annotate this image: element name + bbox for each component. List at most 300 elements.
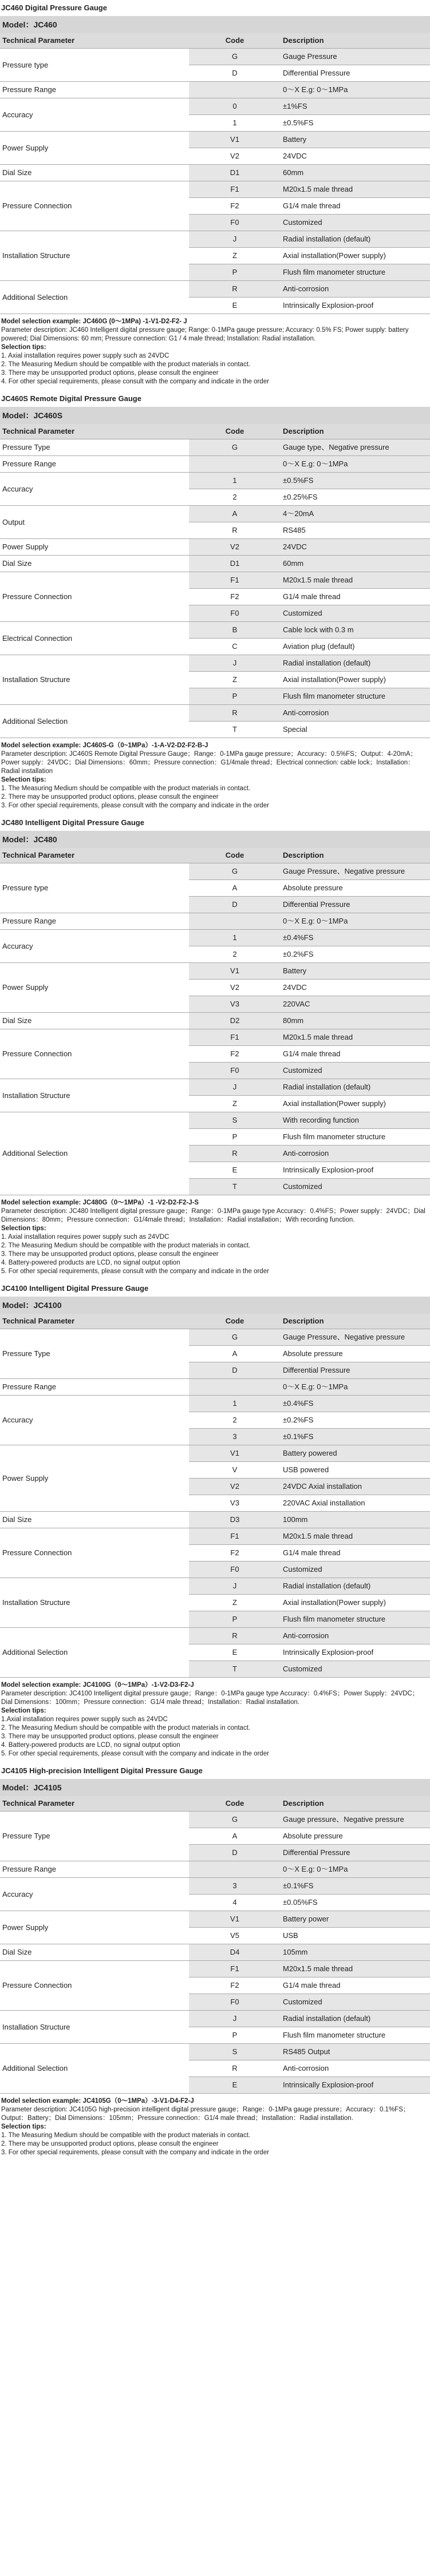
option-code	[189, 913, 281, 930]
option-description: Special	[281, 722, 430, 738]
option-description: Battery power	[281, 1911, 430, 1928]
model-header: Model：JC460	[0, 16, 430, 33]
spec-table	[0, 424, 430, 738]
parameter-label: Dial Size	[0, 1013, 189, 1029]
column-header-code: Code	[189, 848, 281, 863]
section-title: JC4100 Intelligent Digital Pressure Gauge	[1, 1284, 149, 1293]
option-code: A	[189, 506, 281, 522]
option-code: V2	[189, 148, 281, 165]
option-description: Anti-corrosion	[281, 2060, 430, 2077]
option-code: R	[189, 1146, 281, 1162]
option-description: Customized	[281, 1063, 430, 1079]
parameter-label: Additional Selection	[0, 1112, 189, 1195]
option-code: 1	[189, 473, 281, 489]
parameter-label: Pressure Connection	[0, 181, 189, 231]
parameter-label: Additional Selection	[0, 281, 189, 314]
option-description: 4～20mA	[281, 506, 430, 522]
option-code: F2	[189, 1977, 281, 1994]
option-code	[189, 1379, 281, 1396]
parameter-label: Pressure Connection	[0, 1528, 189, 1578]
tip-item: 2. There may be unsupported product options, please consult the engineer	[1, 794, 219, 800]
option-description: Anti-corrosion	[281, 705, 430, 722]
option-description: G1/4 male thread	[281, 1046, 430, 1063]
tip-item: 5. For other special requirements, please consult with the company and indicate in the order	[1, 1750, 269, 1757]
parameter-label: Additional Selection	[0, 1628, 189, 1678]
option-description: M20x1.5 male thread	[281, 572, 430, 589]
tips-title: Selection tips:	[1, 776, 46, 783]
parameter-label: Installation Structure	[0, 1578, 189, 1628]
option-code: F2	[189, 198, 281, 215]
option-code: V3	[189, 996, 281, 1013]
option-description: 80mm	[281, 1013, 430, 1029]
option-description: Intrinsically Explosion-proof	[281, 298, 430, 314]
tip-item: 2. The Measuring Medium should be compatible with the product materials in contact.	[1, 1242, 251, 1249]
option-description: Intrinsically Explosion-proof	[281, 2077, 430, 2094]
tips-title: Selection tips:	[1, 1707, 46, 1714]
option-description: M20x1.5 male thread	[281, 1961, 430, 1977]
option-code: 4	[189, 1895, 281, 1911]
option-code: F1	[189, 181, 281, 198]
option-code: R	[189, 522, 281, 539]
option-description: Flush film manometer structure	[281, 1129, 430, 1146]
option-description: Intrinsically Explosion-proof	[281, 1162, 430, 1179]
option-description: M20x1.5 male thread	[281, 1528, 430, 1545]
section-title: JC480 Intelligent Digital Pressure Gauge	[1, 818, 144, 827]
option-code	[189, 1861, 281, 1878]
tip-item: 3. For other special requirements, please consult with the company and indicate in the order	[1, 2149, 269, 2156]
option-code: T	[189, 722, 281, 738]
parameter-label: Pressure type	[0, 863, 189, 913]
option-code: J	[189, 231, 281, 248]
section-title: JC460 Digital Pressure Gauge	[1, 3, 107, 12]
parameter-description: Parameter description: JC460S Remote Digital Pressure Gauge；Range：0-1MPa gauge pressure；Accuracy：0.5%FS；Output：4-20mA；Power supply：24VDC；Dial Dimensions：60mm；Pressure connection：G1/4male thread；Electrical connection: cable lock；Installation：Radial installation	[1, 751, 417, 775]
option-description: Radial installation (default)	[281, 1578, 430, 1595]
parameter-label: Pressure Range	[0, 913, 189, 930]
product-section	[0, 391, 430, 815]
spec-table	[0, 848, 430, 1195]
parameter-label: Accuracy	[0, 98, 189, 132]
option-description: Radial installation (default)	[281, 231, 430, 248]
parameter-label: Pressure Type	[0, 439, 189, 456]
option-code: P	[189, 2027, 281, 2044]
option-description: ±0.2%FS	[281, 946, 430, 963]
column-header-description: Description	[281, 424, 430, 439]
option-description: ±0.5%FS	[281, 473, 430, 489]
option-description: Differential Pressure	[281, 1362, 430, 1379]
option-description: Axial installation(Power supply)	[281, 672, 430, 688]
parameter-label: Dial Size	[0, 556, 189, 572]
option-description: USB	[281, 1928, 430, 1944]
parameter-label: Pressure Range	[0, 456, 189, 473]
option-description: Cable lock with 0.3 m	[281, 622, 430, 639]
parameter-label: Pressure Connection	[0, 572, 189, 622]
option-code: Z	[189, 1595, 281, 1611]
option-code: D2	[189, 1013, 281, 1029]
option-code: G	[189, 1329, 281, 1346]
option-description: Customized	[281, 1179, 430, 1195]
option-description: Radial installation (default)	[281, 1079, 430, 1096]
option-description: 0～X E.g: 0～1MPa	[281, 1861, 430, 1878]
option-description: Flush film manometer structure	[281, 688, 430, 705]
parameter-label: Pressure Range	[0, 1861, 189, 1878]
column-header-description: Description	[281, 848, 430, 863]
option-description: 24VDC	[281, 980, 430, 996]
parameter-label: Installation Structure	[0, 2011, 189, 2044]
option-description: Differential Pressure	[281, 897, 430, 913]
option-description: Aviation plug (default)	[281, 639, 430, 655]
option-description: RS485	[281, 522, 430, 539]
option-description: 24VDC	[281, 539, 430, 556]
selection-example: Model selection example: JC4100G（0～1MPa）-1-V2-D3-F2-J	[1, 1682, 194, 1689]
parameter-label: Installation Structure	[0, 655, 189, 705]
parameter-label: Accuracy	[0, 1878, 189, 1911]
parameter-label: Power Supply	[0, 1911, 189, 1944]
tip-item: 1. The Measuring Medium should be compatible with the product materials in contact.	[1, 785, 251, 792]
spec-table	[0, 33, 430, 314]
option-code: V1	[189, 1445, 281, 1462]
option-description: Flush film manometer structure	[281, 2027, 430, 2044]
tip-item: 4. For other special requirements, please consult with the company and indicate in the order	[1, 378, 269, 385]
parameter-label: Accuracy	[0, 473, 189, 506]
option-code: A	[189, 880, 281, 897]
option-code: 2	[189, 946, 281, 963]
tip-item: 3. For other special requirements, please consult with the company and indicate in the order	[1, 802, 269, 809]
option-description: 220VAC Axial installation	[281, 1495, 430, 1512]
parameter-label: Accuracy	[0, 930, 189, 963]
parameter-label: Additional Selection	[0, 2044, 189, 2094]
option-description: Flush film manometer structure	[281, 1611, 430, 1628]
option-code: P	[189, 1129, 281, 1146]
parameter-label: Electrical Connection	[0, 622, 189, 655]
tip-item: 2. The Measuring Medium should be compatible with the product materials in contact.	[1, 361, 251, 368]
option-code: 2	[189, 489, 281, 506]
option-description: M20x1.5 male thread	[281, 181, 430, 198]
model-header: Model：JC4100	[0, 1297, 430, 1314]
option-code: 3	[189, 1878, 281, 1895]
option-description: Customized	[281, 1994, 430, 2011]
option-description: Customized	[281, 1661, 430, 1678]
option-code: J	[189, 655, 281, 672]
option-code: F0	[189, 215, 281, 231]
tip-item: 3. There may be unsupported product options, please consult the engineer	[1, 1733, 219, 1740]
parameter-label: Installation Structure	[0, 231, 189, 281]
option-code: S	[189, 1112, 281, 1129]
tips-title: Selection tips:	[1, 344, 46, 351]
column-header-code: Code	[189, 1314, 281, 1329]
option-description: USB powered	[281, 1462, 430, 1479]
option-description: Absolute pressure	[281, 1828, 430, 1845]
option-description: 0～X E.g: 0～1MPa	[281, 1379, 430, 1396]
tip-item: 1. The Measuring Medium should be compatible with the product materials in contact.	[1, 2132, 251, 2139]
option-code: V1	[189, 1911, 281, 1928]
option-description: 220VAC	[281, 996, 430, 1013]
option-code: 3	[189, 1429, 281, 1445]
option-code: F1	[189, 1029, 281, 1046]
column-header-description: Description	[281, 1796, 430, 1812]
option-code: V5	[189, 1928, 281, 1944]
option-code: R	[189, 281, 281, 298]
tips-title: Selection tips:	[1, 2123, 46, 2130]
option-code: 1	[189, 1396, 281, 1412]
model-header: Model：JC480	[0, 831, 430, 848]
parameter-label: Dial Size	[0, 1944, 189, 1961]
option-code: E	[189, 1644, 281, 1661]
section-title: JC460S Remote Digital Pressure Gauge	[1, 394, 141, 403]
parameter-description: Parameter description: JC480 Intelligent digital pressure gauge；Range：0-1MPa gauge type Accuracy：0.4%FS；Power supply：24VDC；Dial Dimensions：80mm；Pressure connection：G1/4male thread；Installation：Radial installation；With recording function.	[1, 1208, 425, 1223]
parameter-label: Installation Structure	[0, 1079, 189, 1112]
option-description: Axial installation(Power supply)	[281, 248, 430, 264]
option-description: Absolute pressure	[281, 1346, 430, 1362]
option-description: Gauge Pressure	[281, 49, 430, 65]
column-header-code: Code	[189, 424, 281, 439]
parameter-label: Power Supply	[0, 1445, 189, 1512]
option-code: F2	[189, 1046, 281, 1063]
option-code: D	[189, 65, 281, 82]
option-description: G1/4 male thread	[281, 1545, 430, 1562]
tip-item: 1.Axial installation requires power supply such as 24VDC	[1, 1716, 168, 1723]
option-description: 60mm	[281, 165, 430, 181]
option-description: ±0.4%FS	[281, 930, 430, 946]
product-section	[0, 1281, 430, 1763]
column-header-code: Code	[189, 1796, 281, 1812]
option-description: Radial installation (default)	[281, 655, 430, 672]
option-description: Gauge pressure、Negative pressure	[281, 1812, 430, 1828]
option-code: V3	[189, 1495, 281, 1512]
parameter-label: Pressure Connection	[0, 1029, 189, 1079]
option-code: S	[189, 2044, 281, 2060]
option-code: A	[189, 1828, 281, 1845]
option-description: 0～X E.g: 0～1MPa	[281, 82, 430, 98]
option-description: Battery	[281, 132, 430, 148]
option-code: Z	[189, 248, 281, 264]
option-description: ±0.1%FS	[281, 1429, 430, 1445]
parameter-label: Accuracy	[0, 1396, 189, 1445]
option-code: P	[189, 1611, 281, 1628]
selection-notes	[0, 314, 430, 391]
option-description: Battery powered	[281, 1445, 430, 1462]
option-code: 1	[189, 115, 281, 132]
option-description: M20x1.5 male thread	[281, 1029, 430, 1046]
option-code: G	[189, 1812, 281, 1828]
option-code: F2	[189, 589, 281, 605]
option-code: V1	[189, 963, 281, 980]
parameter-label: Pressure Range	[0, 82, 189, 98]
option-description: ±0.4%FS	[281, 1396, 430, 1412]
option-code	[189, 456, 281, 473]
option-code: 2	[189, 1412, 281, 1429]
parameter-description: Parameter description: JC4105G high-precision intelligent digital pressure gauge；Range：0-1MPa gauge pressure；Accuracy：0.1%FS；Output：Battery；Dial Dimensions：105mm；Pressure connection：G1/4 male thread；Installation：Radial installation.	[1, 2106, 410, 2122]
section-title: JC4105 High-precision Intelligent Digital Pressure Gauge	[1, 1766, 203, 1775]
option-code: J	[189, 1079, 281, 1096]
tip-item: 3. There may be unsupported product options, please consult the engineer	[1, 1251, 219, 1258]
option-code: P	[189, 688, 281, 705]
option-description: RS485 Output	[281, 2044, 430, 2060]
selection-notes	[0, 2094, 430, 2162]
parameter-label: Pressure Connection	[0, 1961, 189, 2011]
option-code: P	[189, 264, 281, 281]
option-description: Intrinsically Explosion-proof	[281, 1644, 430, 1661]
tip-item: 2. There may be unsupported product options, please consult the engineer	[1, 2141, 219, 2147]
option-code: J	[189, 1578, 281, 1595]
column-header-parameter: Technical Parameter	[0, 1314, 189, 1329]
option-description: G1/4 male thread	[281, 589, 430, 605]
option-code: F0	[189, 605, 281, 622]
option-description: Axial installation(Power supply)	[281, 1096, 430, 1112]
option-code: C	[189, 639, 281, 655]
option-code: J	[189, 2011, 281, 2027]
column-header-description: Description	[281, 1314, 430, 1329]
option-description: Anti-corrosion	[281, 1146, 430, 1162]
option-description: Differential Pressure	[281, 1845, 430, 1861]
spec-table	[0, 1314, 430, 1678]
selection-example: Model selection example: JC480G（0～1MPa）-1 -V2-D2-F2-J-S	[1, 1199, 199, 1206]
option-code: T	[189, 1661, 281, 1678]
tip-item: 3. There may be unsupported product options, please consult the engineer	[1, 370, 219, 377]
option-code: D4	[189, 1944, 281, 1961]
option-description: ±0.05%FS	[281, 1895, 430, 1911]
product-section	[0, 815, 430, 1281]
product-section	[0, 0, 430, 391]
option-description: Gauge type、Negative pressure	[281, 439, 430, 456]
tip-item: 5. For other special requirements, please consult with the company and indicate in the order	[1, 1268, 269, 1275]
parameter-label: Dial Size	[0, 165, 189, 181]
column-header-description: Description	[281, 33, 430, 49]
option-description: 24VDC Axial installation	[281, 1479, 430, 1495]
parameter-label: Power Supply	[0, 963, 189, 1013]
option-code: V2	[189, 539, 281, 556]
option-description: ±0.25%FS	[281, 489, 430, 506]
parameter-label: Power Supply	[0, 539, 189, 556]
option-description: Battery	[281, 963, 430, 980]
option-code: E	[189, 1162, 281, 1179]
option-description: ±0.1%FS	[281, 1878, 430, 1895]
tip-item: 1. Axial installation requires power supply such as 24VDC	[1, 1234, 169, 1241]
option-code: B	[189, 622, 281, 639]
option-code: E	[189, 298, 281, 314]
parameter-label: Dial Size	[0, 1512, 189, 1528]
option-code: D1	[189, 556, 281, 572]
option-description: 0～X E.g: 0～1MPa	[281, 456, 430, 473]
option-description: G1/4 male thread	[281, 198, 430, 215]
column-header-code: Code	[189, 33, 281, 49]
option-description: 100mm	[281, 1512, 430, 1528]
parameter-description: Parameter description: JC460 Intelligent digital pressure gauge; Range: 0-1MPa gauge pressure; Accuracy: 0.5% FS; Power supply: battery powered; Dial Dimensions: 60 mm; Pressure connection: G1 / 4 male thread; Installation: Radial installation.	[1, 327, 409, 342]
option-code: 0	[189, 98, 281, 115]
option-code: E	[189, 2077, 281, 2094]
column-header-parameter: Technical Parameter	[0, 33, 189, 49]
option-description: Gauge Pressure、Negative pressure	[281, 863, 430, 880]
option-code: F2	[189, 1545, 281, 1562]
tip-item: 1. Axial installation requires power supply such as 24VDC	[1, 352, 169, 359]
option-description: Absolute pressure	[281, 880, 430, 897]
option-code: T	[189, 1179, 281, 1195]
option-code: D	[189, 897, 281, 913]
option-description: Radial installation (default)	[281, 2011, 430, 2027]
option-code: F1	[189, 1961, 281, 1977]
option-code: R	[189, 705, 281, 722]
option-code: Z	[189, 672, 281, 688]
tip-item: 4. Battery-powered products are LCD, no signal output option	[1, 1742, 180, 1749]
parameter-label: Pressure Type	[0, 1329, 189, 1379]
option-code: F1	[189, 572, 281, 589]
option-description: ±0.2%FS	[281, 1412, 430, 1429]
option-description: ±0.5%FS	[281, 115, 430, 132]
option-code: V2	[189, 980, 281, 996]
option-code: D1	[189, 165, 281, 181]
option-code: V	[189, 1462, 281, 1479]
option-description: Flush film manometer structure	[281, 264, 430, 281]
option-code: F0	[189, 1063, 281, 1079]
option-description: 24VDC	[281, 148, 430, 165]
option-code: D	[189, 1362, 281, 1379]
column-header-parameter: Technical Parameter	[0, 424, 189, 439]
option-code: R	[189, 2060, 281, 2077]
option-description: Customized	[281, 215, 430, 231]
option-code: G	[189, 439, 281, 456]
option-description: 0～X E.g: 0～1MPa	[281, 913, 430, 930]
selection-notes	[0, 738, 430, 815]
column-header-parameter: Technical Parameter	[0, 848, 189, 863]
option-code: G	[189, 863, 281, 880]
tips-title: Selection tips:	[1, 1225, 46, 1232]
option-code: Z	[189, 1096, 281, 1112]
option-code: R	[189, 1628, 281, 1644]
column-header-parameter: Technical Parameter	[0, 1796, 189, 1812]
option-code: G	[189, 49, 281, 65]
option-description: Customized	[281, 605, 430, 622]
option-description: ±1%FS	[281, 98, 430, 115]
option-code: 1	[189, 930, 281, 946]
selection-example: Model selection example: JC460G (0～1MPa) -1-V1-D2-F2- J	[1, 318, 187, 325]
parameter-description: Parameter description: JC4100 Intelligent digital pressure gauge；Range：0-1MPa gauge type Accuracy：0.4%FS；Power Supply：24VDC；Dial Dimensions：100mm；Pressure connection：G1/4 male thread；Installation：Radial installation.	[1, 1690, 419, 1706]
option-code	[189, 82, 281, 98]
option-description: Anti-corrosion	[281, 1628, 430, 1644]
option-code: A	[189, 1346, 281, 1362]
parameter-label: Pressure type	[0, 49, 189, 82]
tip-item: 4. Battery-powered products are LCD, no signal output option	[1, 1259, 180, 1266]
option-code: V1	[189, 132, 281, 148]
selection-example: Model selection example: JC460S-G（0~1MPa）-1-A-V2-D2-F2-B-J	[1, 742, 208, 749]
parameter-label: Output	[0, 506, 189, 539]
spec-table	[0, 1796, 430, 2094]
option-description: 60mm	[281, 556, 430, 572]
parameter-label: Pressure Type	[0, 1812, 189, 1861]
model-header: Model：JC4105	[0, 1779, 430, 1796]
selection-notes	[0, 1678, 430, 1763]
parameter-label: Pressure Range	[0, 1379, 189, 1396]
model-header: Model：JC460S	[0, 407, 430, 424]
option-description: With recording function	[281, 1112, 430, 1129]
parameter-label: Power Supply	[0, 132, 189, 165]
option-description: Differential Pressure	[281, 65, 430, 82]
option-code: D	[189, 1845, 281, 1861]
option-code: V2	[189, 1479, 281, 1495]
option-description: 105mm	[281, 1944, 430, 1961]
option-code: F0	[189, 1994, 281, 2011]
option-description: Customized	[281, 1562, 430, 1578]
option-description: Anti-corrosion	[281, 281, 430, 298]
selection-notes	[0, 1195, 430, 1281]
tip-item: 2. The Measuring Medium should be compatible with the product materials in contact.	[1, 1725, 251, 1731]
selection-example: Model selection example: JC4105G（0～1MPa）-3-V1-D4-F2-J	[1, 2098, 194, 2105]
option-description: Axial installation(Power supply)	[281, 1595, 430, 1611]
product-section	[0, 1763, 430, 2162]
option-description: Gauge Pressure、Negative pressure	[281, 1329, 430, 1346]
option-code: D3	[189, 1512, 281, 1528]
option-description: G1/4 male thread	[281, 1977, 430, 1994]
option-code: F1	[189, 1528, 281, 1545]
parameter-label: Additional Selection	[0, 705, 189, 738]
